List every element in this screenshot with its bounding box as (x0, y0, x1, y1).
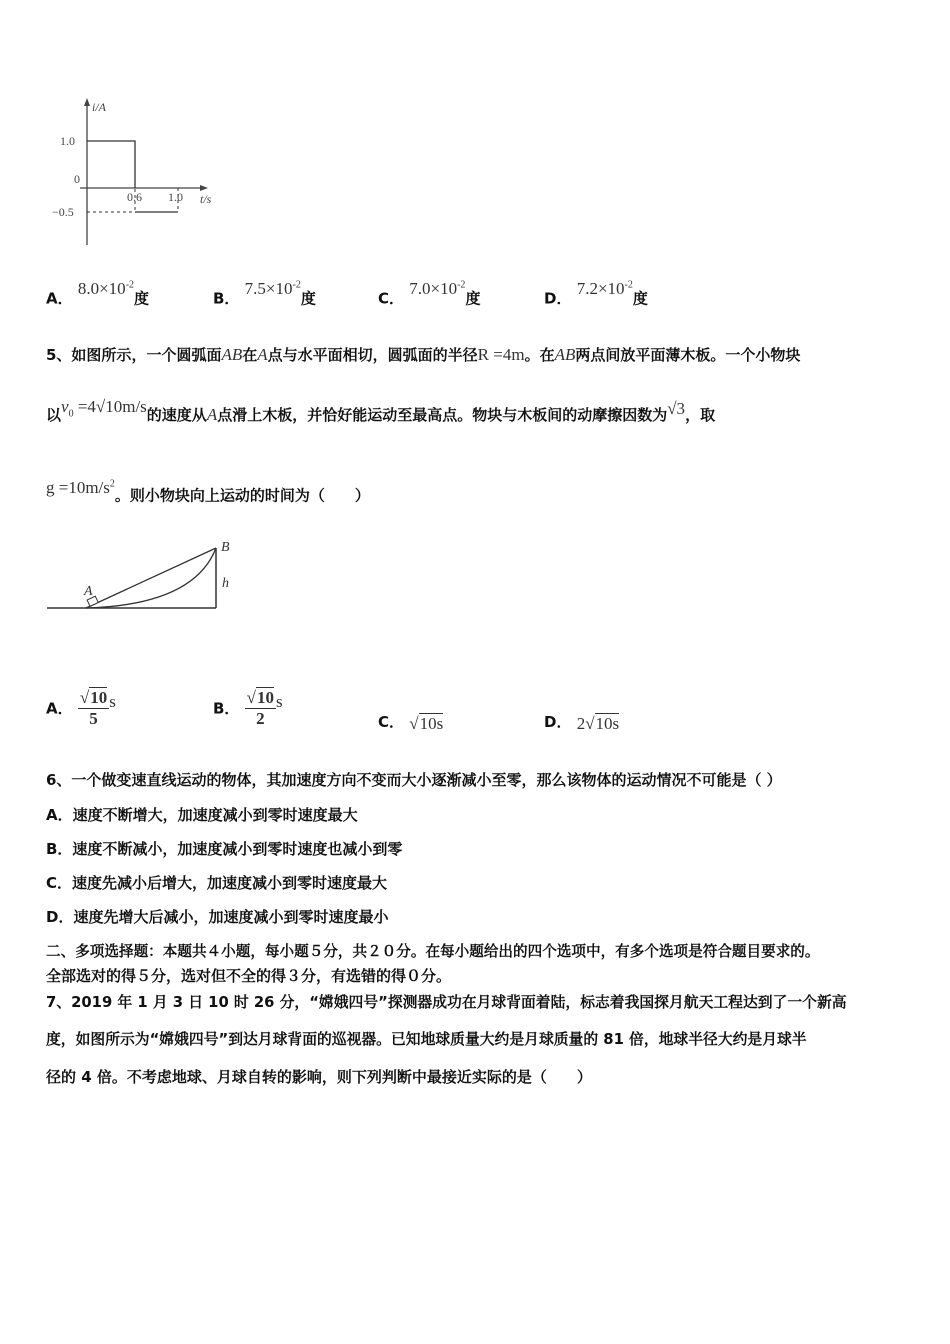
q5-option-d[interactable]: D． 2√10s (544, 713, 620, 733)
q7-line2: 度，如图所示为“嫦娥四号”到达月球背面的巡视器。已知地球质量大约是月球质量的 81 倍，地球半径大约是月球半 (46, 1031, 807, 1048)
tick-0-6: 0.6 (127, 190, 142, 204)
label-b: B (221, 540, 230, 555)
y-axis-label: i/A (92, 100, 106, 114)
label-h: h (222, 576, 229, 591)
q5-option-a[interactable]: A． $\frac{√10}{5}$ s (46, 688, 116, 728)
section2-line1: 二、多项选择题：本题共４小题，每小题５分，共２０分。在每小题给出的四个选项中，有多个选项是符合题目要求的。 (46, 943, 820, 960)
fraction: $\frac{√10}{5}$ (79, 688, 108, 728)
q5-option-b[interactable]: B． $\frac{√10}{2}$ s (213, 688, 283, 728)
q5-option-c[interactable]: C． √10s (378, 713, 444, 733)
q6-option-c[interactable]: C．速度先减小后增大，加速度减小到零时速度最大 (46, 874, 388, 892)
q5-line3: $g =10m/s^2$。则小物块向上运动的时间为（ ） (46, 477, 370, 505)
q4-option-b[interactable]: B． $7.5\times 10^{-2}$度 (213, 278, 316, 308)
tick-0: 0 (74, 172, 80, 186)
q6-option-b[interactable]: B．速度不断减小，加速度减小到零时速度也减小到零 (46, 840, 403, 858)
q4-option-d[interactable]: D． $7.2\times 10^{-2}$度 (544, 278, 648, 308)
label-a: A (84, 584, 93, 599)
q5-line1: 5、如图所示，一个圆弧面AB在A点与水平面相切，圆弧面的半径R =4m。在AB两点间放平面薄木板。一个小物块 (46, 345, 801, 364)
section2-line2: 全部选对的得５分，选对但不全的得３分，有选错的得０分。 (46, 967, 452, 985)
x-axis-label: t/s (200, 192, 212, 206)
q6-option-d[interactable]: D．速度先增大后减小，加速度减小到零时速度最小 (46, 908, 389, 926)
q4-option-a[interactable]: A． $8.0\times 10^{-2}$度 (46, 278, 150, 308)
q7-line1: 7、2019 年 1 月 3 日 10 时 26 分，“嫦娥四号”探测器成功在月球背面着陆，标志着我国探月航天工程达到了一个新高 (46, 994, 847, 1011)
q4-option-c[interactable]: C． $7.0\times 10^{-2}$度 (378, 278, 481, 308)
tick-1-0-x: 1.0 (168, 190, 183, 204)
q6-stem: 6、一个做变速直线运动的物体，其加速度方向不变而大小逐渐减小至零，那么该物体的运动情况不可能是（ ） (46, 771, 782, 789)
q7-line3: 径的 4 倍。不考虑地球、月球自转的影响，则下列判断中最接近实际的是（ ） (46, 1068, 592, 1086)
q6-option-a[interactable]: A．速度不断增大，加速度减小到零时速度最大 (46, 806, 358, 824)
arc-incline-figure (44, 535, 244, 615)
tick-1-0: 1.0 (60, 134, 75, 148)
fraction: $\frac{√10}{2}$ (246, 688, 275, 728)
current-time-graph (50, 95, 230, 250)
q5-line2: 以$v_0 =4√10m/s$的速度从A点滑上木板，并恰好能运动至最高点。物块与木板间的动摩擦因数为√3，取 (46, 397, 716, 424)
tick-neg-0-5: −0.5 (52, 205, 74, 219)
